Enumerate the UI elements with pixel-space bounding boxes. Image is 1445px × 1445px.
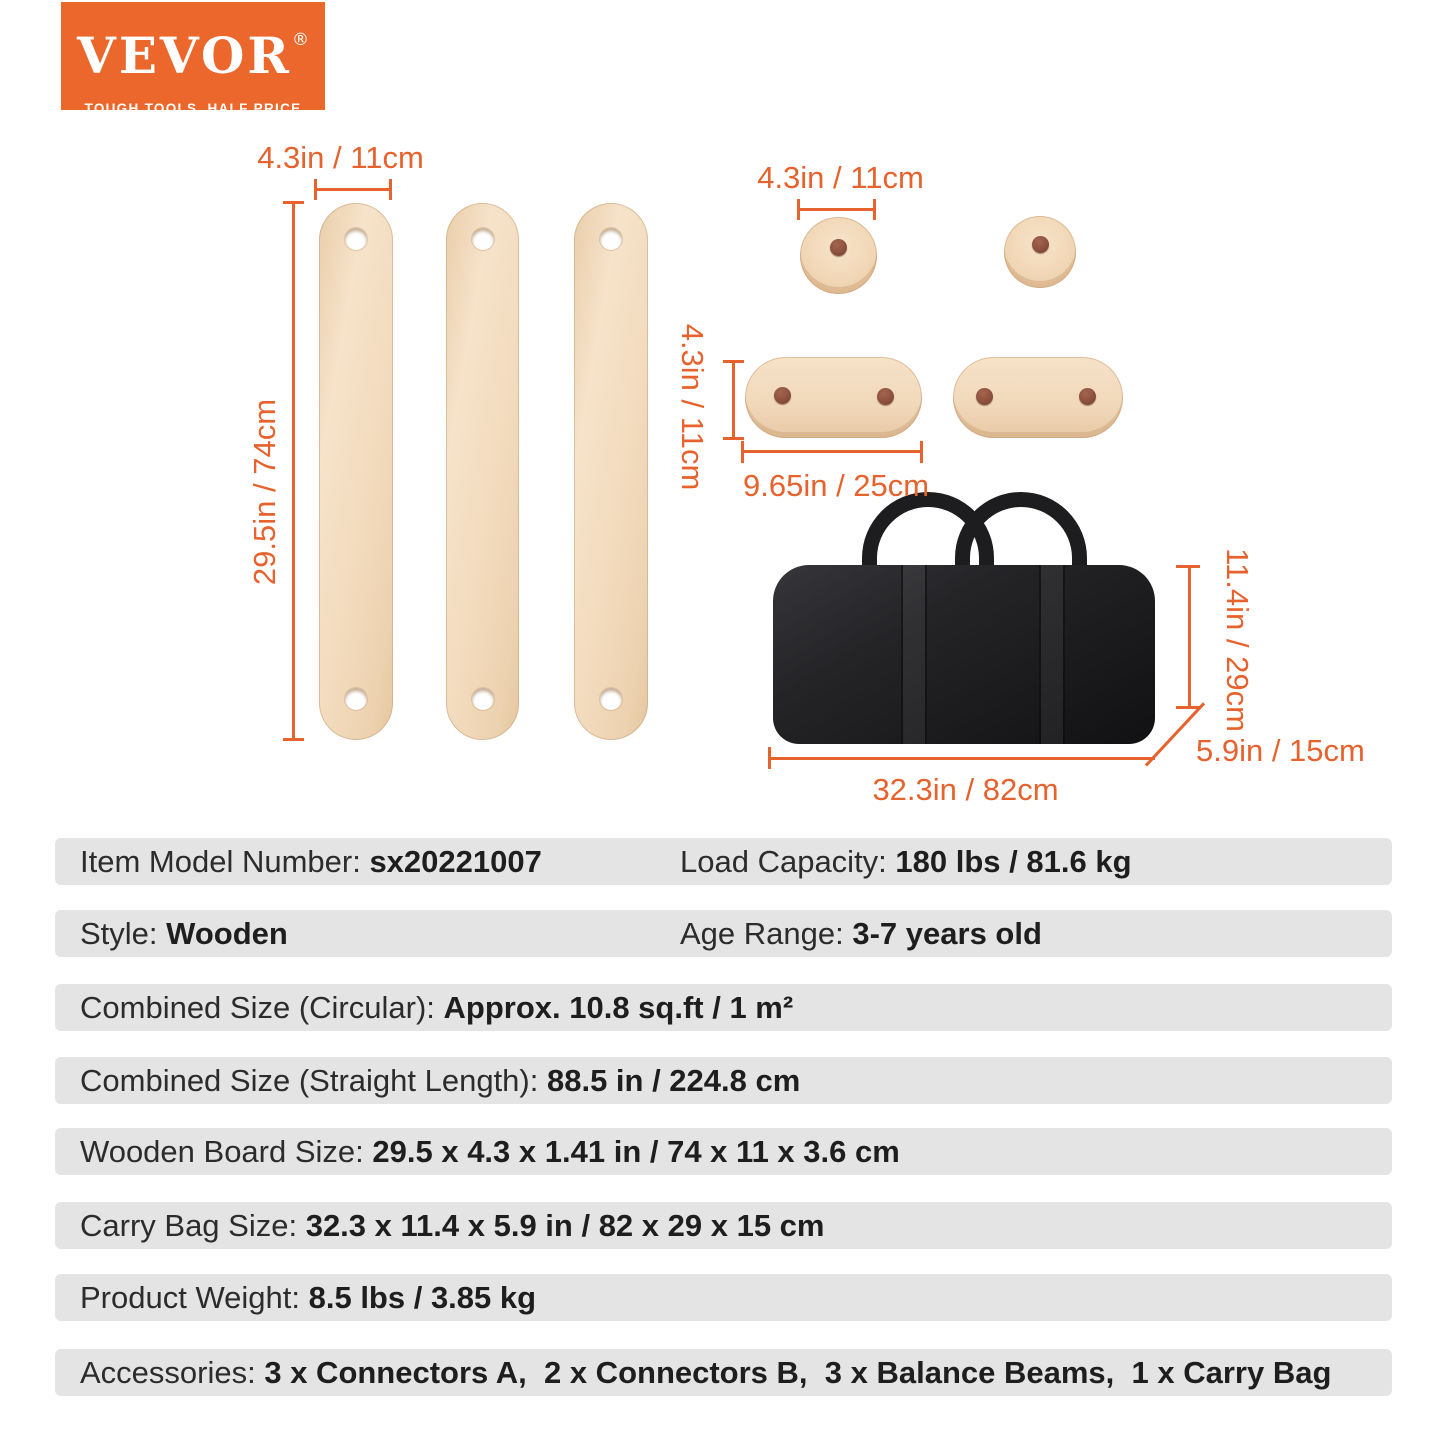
spec-load-capacity <box>680 844 1132 880</box>
balance-beam-3 <box>574 203 648 740</box>
spec-label: Item Model Number: <box>80 843 370 879</box>
spec-row-board-size <box>55 1128 1392 1175</box>
bag-strap <box>901 565 927 744</box>
dim-beam-length-line <box>292 202 295 740</box>
spec-value: 8.5 lbs / 3.85 kg <box>308 1279 537 1315</box>
spec-label: Combined Size (Straight Length): <box>80 1062 547 1098</box>
dim-oval-height-label: 4.3in / 11cm <box>675 323 710 491</box>
dim-beam-length-label: 29.5in / 74cm <box>247 398 282 586</box>
beam-hole <box>472 228 494 250</box>
dim-oval-length-label: 9.65in / 25cm <box>743 468 930 503</box>
spec-value: 180 lbs / 81.6 kg <box>895 843 1132 879</box>
spec-value: Wooden <box>166 915 288 951</box>
bag-strap <box>1039 565 1065 744</box>
spec-weight <box>80 1280 536 1316</box>
spec-label: Combined Size (Circular): <box>80 989 444 1025</box>
beam-hole <box>600 228 622 250</box>
spec-value: 3-7 years old <box>852 915 1042 951</box>
dim-bag-height-line <box>1188 566 1191 709</box>
spec-label: Load Capacity: <box>680 843 896 879</box>
spec-row-style-age <box>55 910 1392 957</box>
connector-peg <box>976 388 993 405</box>
spec-value: 29.5 x 4.3 x 1.41 in / 74 x 11 x 3.6 cm <box>372 1133 900 1169</box>
brand-tagline: TOUGH TOOLS, HALF PRICE <box>84 101 302 116</box>
spec-label: Accessories: <box>80 1354 265 1390</box>
dim-beam-width-label: 4.3in / 11cm <box>257 140 424 175</box>
dim-oval-height-line <box>732 362 735 440</box>
spec-label: Age Range: <box>680 915 853 951</box>
dim-bag-length-label: 32.3in / 82cm <box>872 772 1059 807</box>
dim-tick <box>283 201 304 204</box>
spec-item-model <box>80 844 542 880</box>
spec-label: Product Weight: <box>80 1279 309 1315</box>
registered-mark-icon: ® <box>291 30 309 50</box>
spec-row-accessories <box>55 1349 1392 1396</box>
carry-bag <box>770 484 1168 756</box>
spec-value: 3 x Connectors A, 2 x Connectors B, 3 x Balance Beams, 1 x Carry Bag <box>264 1354 1332 1390</box>
connector-peg <box>774 387 791 404</box>
dim-tick <box>723 437 744 440</box>
dim-tick <box>283 738 304 741</box>
dim-tick <box>873 199 876 220</box>
dim-disc-width-label: 4.3in / 11cm <box>757 160 924 195</box>
spec-row-combined-straight <box>55 1057 1392 1104</box>
round-connector-1 <box>800 217 877 294</box>
beam-hole <box>472 688 494 710</box>
spec-board-size <box>80 1134 900 1170</box>
spec-value: 32.3 x 11.4 x 5.9 in / 82 x 29 x 15 cm <box>305 1207 825 1243</box>
dim-bag-height-label: 11.4in / 29cm <box>1220 548 1255 732</box>
dim-tick <box>920 441 923 463</box>
spec-label: Carry Bag Size: <box>80 1207 306 1243</box>
spec-row-bag-size <box>55 1202 1392 1249</box>
spec-age-range <box>680 916 1042 952</box>
spec-value: Approx. 10.8 sq.ft / 1 m² <box>443 989 794 1025</box>
connector-peg <box>1079 388 1096 405</box>
dim-disc-width-line <box>798 208 876 211</box>
brand-name: VEVOR <box>77 26 292 85</box>
connector-peg <box>1032 236 1049 253</box>
spec-value: 88.5 in / 224.8 cm <box>546 1062 801 1098</box>
balance-beam-2 <box>446 203 519 740</box>
spec-value: sx20221007 <box>369 843 542 879</box>
spec-row-combined-circular <box>55 984 1392 1031</box>
dim-tick <box>314 179 317 200</box>
dim-tick <box>389 179 392 200</box>
spec-bag-size <box>80 1208 824 1244</box>
dim-bag-length-line <box>769 757 1155 760</box>
spec-label: Style: <box>80 915 167 951</box>
logo-brand-row <box>61 12 325 97</box>
spec-row-model-capacity <box>55 838 1392 885</box>
spec-accessories <box>80 1355 1331 1391</box>
dim-beam-width-line <box>315 188 392 191</box>
dim-tick <box>768 747 771 769</box>
spec-label: Wooden Board Size: <box>80 1133 373 1169</box>
spec-combined-straight <box>80 1063 800 1099</box>
connector-peg <box>830 239 847 256</box>
beam-hole <box>600 688 622 710</box>
dim-bag-depth-label: 5.9in / 15cm <box>1196 733 1365 768</box>
bag-body <box>773 565 1155 744</box>
beam-hole <box>345 228 367 250</box>
dim-tick <box>797 199 800 220</box>
dim-oval-length-line <box>742 450 923 453</box>
oval-connector-1 <box>745 357 922 438</box>
oval-connector-2 <box>953 357 1123 438</box>
dim-tick <box>1176 565 1200 568</box>
spec-style <box>80 916 288 952</box>
connector-peg <box>877 388 894 405</box>
spec-row-weight <box>55 1274 1392 1321</box>
round-connector-2 <box>1004 216 1076 288</box>
balance-beam-1 <box>319 203 393 740</box>
dim-tick <box>741 441 744 463</box>
spec-combined-circular <box>80 990 793 1026</box>
beam-hole <box>345 688 367 710</box>
vevor-logo <box>61 2 325 116</box>
dim-tick <box>723 360 744 363</box>
